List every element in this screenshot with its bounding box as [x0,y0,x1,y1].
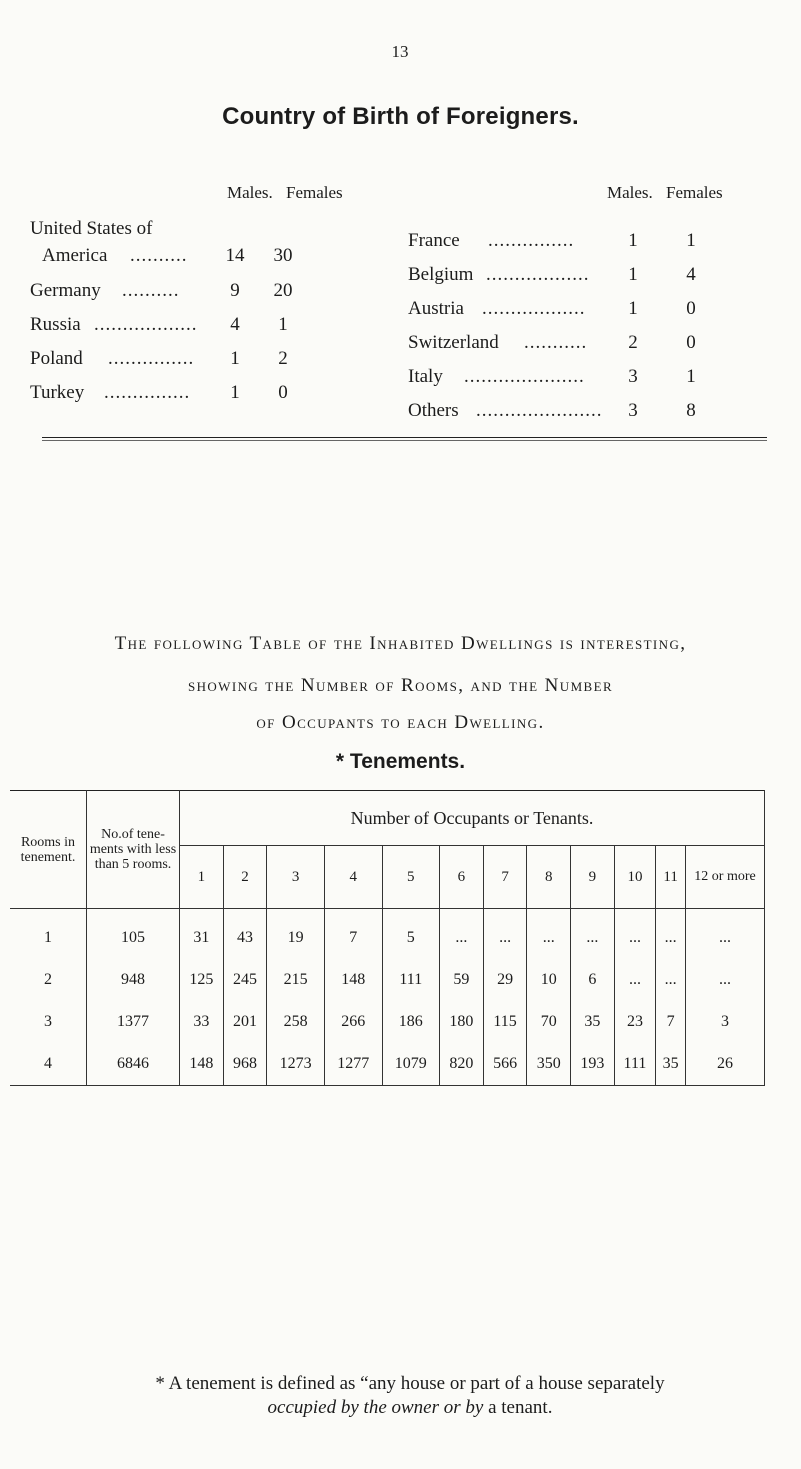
occupant-count-cell: 7 [324,909,382,960]
males-value: 3 [628,400,638,421]
males-value: 9 [230,280,240,301]
occupant-count-cell: 43 [223,909,267,960]
occupant-col-1: 1 [180,846,224,909]
occupant-count-cell: ... [614,909,656,960]
occupant-count-cell: 19 [267,909,325,960]
occupant-count-cell: 258 [267,1001,325,1043]
occupant-col-7: 7 [483,846,527,909]
country-name: Turkey [30,382,85,403]
occupant-count-cell: 186 [382,1001,440,1043]
footnote-line-2-end: a tenant. [483,1397,553,1418]
occupant-count-cell: 350 [527,1043,571,1086]
occupant-count-cell: 215 [267,959,325,1001]
occupant-count-cell: 148 [180,1043,224,1086]
females-value: 1 [686,366,696,387]
males-value: 1 [628,230,638,251]
rooms-cell: 3 [10,1001,87,1043]
occupant-count-cell: 245 [223,959,267,1001]
country-name: Austria [408,298,464,319]
males-value: 1 [230,348,240,369]
country-name: United States of [30,218,153,239]
males-value: 1 [230,382,240,403]
tenements-cell: 1377 [87,1001,180,1043]
tenements-header: No.of tene-ments with less than 5 rooms. [87,791,180,909]
rooms-cell: 4 [10,1043,87,1086]
occupant-col-6: 6 [440,846,484,909]
rooms-cell: 2 [10,959,87,1001]
females-value: 4 [686,264,696,285]
males-value: 14 [225,245,245,266]
occupant-count-cell: 180 [440,1001,484,1043]
occupant-col-3: 3 [267,846,325,909]
left-males-header: Males. [227,183,273,202]
table-row [10,1043,765,1086]
occupant-count-cell: 7 [656,1001,686,1043]
females-value: 20 [273,280,293,301]
occupant-count-cell: ... [483,909,527,960]
intro-line-3: of Occupants to each Dwelling. [256,712,545,733]
country-name: America [42,245,108,266]
occupant-count-cell: ... [656,909,686,960]
occupant-count-cell: 115 [483,1001,527,1043]
section-divider [42,437,767,438]
occupant-count-cell: 70 [527,1001,571,1043]
right-females-header: Females [666,183,723,202]
right-males-header: Males. [607,183,653,202]
occupant-count-cell: ... [527,909,571,960]
females-value: 2 [278,348,288,369]
page-title: Country of Birth of Foreigners. [222,103,579,130]
occupant-count-cell: 6 [571,959,615,1001]
country-name: Russia [30,314,81,335]
tenements-cell: 105 [87,909,180,960]
occupant-count-cell: 35 [571,1001,615,1043]
table-title: * Tenements. [335,750,466,773]
country-name: France [408,230,460,251]
tenements-table [10,790,765,1086]
occupants-header: Number of Occupants or Tenants. [180,791,765,846]
females-value: 1 [278,314,288,335]
occupant-count-cell: 59 [440,959,484,1001]
occupant-col-2: 2 [223,846,267,909]
occupant-count-cell: 35 [656,1043,686,1086]
occupant-col-8: 8 [527,846,571,909]
occupant-count-cell: 111 [614,1043,656,1086]
occupant-col-12-or-more: 12 or more [686,846,765,909]
males-value: 4 [230,314,240,335]
intro-line-1: The following Table of the Inhabited Dwellings is interesting, [114,633,687,654]
occupant-count-cell: 10 [527,959,571,1001]
occupant-count-cell: 3 [686,1001,765,1043]
occupant-count-cell: 1079 [382,1043,440,1086]
country-name: Poland [30,348,83,369]
occupant-col-11: 11 [656,846,686,909]
females-value: 0 [686,298,696,319]
occupant-count-cell: ... [614,959,656,1001]
occupant-count-cell: 968 [223,1043,267,1086]
occupant-count-cell: 23 [614,1001,656,1043]
footnote-line-2-italic: occupied by the owner or by [267,1397,484,1418]
occupant-count-cell: 148 [324,959,382,1001]
section-divider-double [42,440,767,441]
males-value: 3 [628,366,638,387]
country-name: Switzerland [408,332,499,353]
occupant-count-cell: 1273 [267,1043,325,1086]
occupant-count-cell: ... [686,909,765,960]
tenements-cell: 948 [87,959,180,1001]
intro-line-2: showing the Number of Rooms, and the Number [187,675,614,696]
occupant-count-cell: 5 [382,909,440,960]
country-name: Italy [408,366,443,387]
occupant-count-cell: 193 [571,1043,615,1086]
rooms-cell: 1 [10,909,87,960]
occupant-col-10: 10 [614,846,656,909]
occupant-count-cell: 266 [324,1001,382,1043]
page-number: 13 [391,42,409,61]
table-row [10,909,765,960]
occupant-col-4: 4 [324,846,382,909]
occupant-col-9: 9 [571,846,615,909]
occupant-count-cell: 820 [440,1043,484,1086]
occupant-count-cell: ... [686,959,765,1001]
occupant-count-cell: 29 [483,959,527,1001]
occupant-count-cell: ... [571,909,615,960]
females-value: 0 [686,332,696,353]
rooms-header: Rooms in tenement. [10,791,87,909]
males-value: 1 [628,298,638,319]
occupant-count-cell: 125 [180,959,224,1001]
males-value: 2 [628,332,638,353]
occupant-count-cell: 33 [180,1001,224,1043]
country-name: Germany [30,280,101,301]
left-females-header: Females [286,183,343,202]
country-name: Belgium [408,264,474,285]
males-value: 1 [628,264,638,285]
occupant-count-cell: 26 [686,1043,765,1086]
occupant-count-cell: ... [656,959,686,1001]
footnote-line-1: * A tenement is defined as “any house or part of a house separately [155,1373,665,1394]
country-name: Others [408,400,459,421]
occupant-count-cell: 111 [382,959,440,1001]
occupant-col-5: 5 [382,846,440,909]
table-row [10,959,765,1001]
occupant-count-cell: 1277 [324,1043,382,1086]
females-value: 0 [278,382,288,403]
females-value: 1 [686,230,696,251]
females-value: 30 [273,245,293,266]
footnote [40,1372,780,1420]
occupant-count-cell: ... [440,909,484,960]
occupant-count-cell: 566 [483,1043,527,1086]
females-value: 8 [686,400,696,421]
tenements-cell: 6846 [87,1043,180,1086]
occupant-count-cell: 31 [180,909,224,960]
table-row [10,1001,765,1043]
occupant-count-cell: 201 [223,1001,267,1043]
